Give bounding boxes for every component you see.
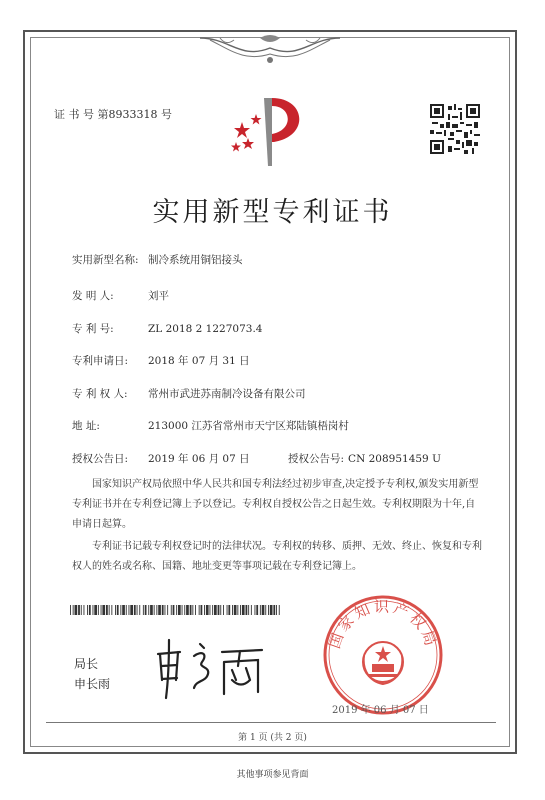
field-patent-no-value: ZL 2018 2 1227073.4 [148, 323, 263, 335]
field-patentee [72, 386, 306, 401]
cnipa-emblem-icon [228, 92, 314, 168]
director-name: 申长雨 [74, 677, 111, 691]
field-grant-date [72, 451, 250, 466]
field-grant-no-value: CN 208951459 U [348, 453, 441, 465]
field-patentee-value: 常州市武进苏南制冷设备有限公司 [148, 388, 306, 400]
seal-text: 国家知识产权局 [325, 597, 441, 651]
field-grant-no [288, 451, 441, 466]
field-filing-date [72, 353, 250, 368]
bottom-divider [46, 722, 496, 723]
field-patentee-label: 专 利 权 人: [72, 388, 128, 400]
national-emblem-icon [363, 642, 403, 684]
grant-paragraph: 国家知识产权局依照中华人民共和国专利法经过初步审查,决定授予专利权,颁发实用新型专利证书并在专利登记簿上予以登记。专利权自授权公告之日起生效。专利权期限为十年,自申请日起算。 [72, 479, 479, 530]
field-patent-no-label: 专 利 号: [72, 323, 114, 335]
field-name-label: 实用新型名称: [72, 254, 139, 266]
certificate-number: 证 书 号 第8933318 号 [54, 108, 172, 121]
field-address [72, 418, 349, 433]
page-number: 第 1 页 (共 2 页) [238, 733, 307, 743]
field-filing-date-label: 专利申请日: [72, 355, 129, 367]
legal-status-paragraph: 专利证书记载专利权登记时的法律状况。专利权的转移、质押、无效、终止、恢复和专利权人的姓名或名称、国籍、地址变更等事项记载在专利登记簿上。 [72, 541, 482, 572]
field-name [72, 252, 243, 267]
field-grant-date-value: 2019 年 06 月 07 日 [148, 453, 250, 465]
field-patent-no [72, 321, 262, 336]
top-ornament [190, 34, 350, 68]
certificate-title: 实用新型专利证书 [152, 197, 393, 228]
director-title: 局长 [74, 657, 99, 671]
footer-note: 其他事项参见背面 [236, 770, 309, 780]
field-name-value: 制冷系统用铜铝接头 [148, 254, 243, 266]
field-filing-date-value: 2018 年 07 月 31 日 [148, 355, 250, 367]
qr-code-icon [430, 104, 480, 154]
field-grant-date-label: 授权公告日: [72, 453, 129, 465]
field-inventor-value: 刘平 [148, 290, 169, 302]
field-inventor-label: 发 明 人: [72, 290, 114, 302]
field-address-label: 地 址: [72, 420, 100, 432]
field-address-value: 213000 江苏省常州市天宁区郑陆镇梧岗村 [148, 420, 349, 432]
seal-date: 2019 年 06 月 07 日 [332, 705, 429, 716]
field-grant-no-label: 授权公告号: [288, 453, 345, 465]
barcode-icon [70, 605, 280, 615]
director-signature [150, 632, 270, 702]
official-seal [322, 594, 444, 716]
field-inventor [72, 288, 169, 303]
